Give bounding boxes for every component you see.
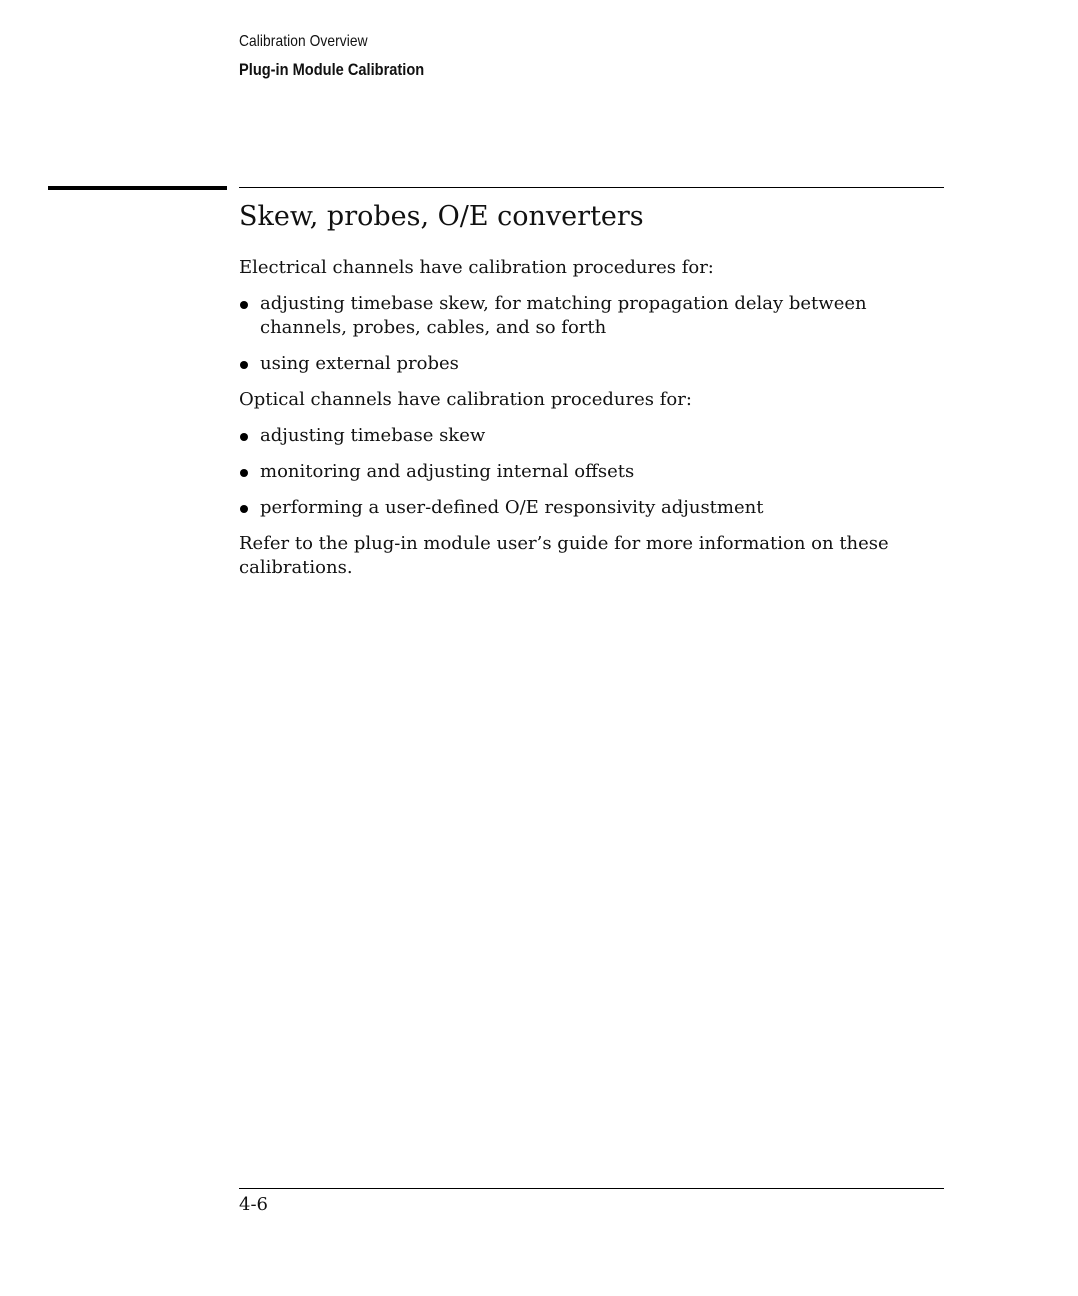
- footer-rule: [239, 1188, 944, 1189]
- list-item-text: adjusting timebase skew: [260, 425, 486, 446]
- bullet-icon: [240, 505, 248, 513]
- bullet-icon: [240, 433, 248, 441]
- bullet-icon: [240, 361, 248, 369]
- optical-intro: Optical channels have calibration procedures for:: [239, 389, 692, 410]
- closing-paragraph: Refer to the plug-in module user’s guide for more information on these calibrations.: [239, 533, 889, 578]
- list-item: [239, 496, 951, 520]
- optical-list: [239, 424, 951, 520]
- chapter-title: Calibration Overview: [239, 33, 368, 50]
- electrical-intro: Electrical channels have calibration procedures for:: [239, 257, 714, 278]
- section-title: Plug-in Module Calibration: [239, 60, 425, 79]
- list-item-text: adjusting timebase skew, for matching propagation delay between channels, probes, cables, and so forth: [260, 293, 867, 338]
- bullet-icon: [240, 301, 248, 309]
- list-item-text: monitoring and adjusting internal offsets: [260, 461, 635, 482]
- list-item: [239, 292, 951, 340]
- page-heading: Skew, probes, O/E converters: [239, 201, 644, 232]
- heading-rule: [239, 187, 944, 188]
- running-header: [239, 31, 454, 81]
- list-item: [239, 424, 951, 448]
- section-marker-rule: [48, 186, 227, 190]
- page-body: [239, 200, 951, 592]
- page-number: 4-6: [239, 1194, 268, 1215]
- list-item: [239, 352, 951, 376]
- electrical-list: [239, 292, 951, 376]
- bullet-icon: [240, 469, 248, 477]
- list-item: [239, 460, 951, 484]
- list-item-text: performing a user-defined O/E responsivity adjustment: [260, 497, 764, 518]
- list-item-text: using external probes: [260, 353, 459, 374]
